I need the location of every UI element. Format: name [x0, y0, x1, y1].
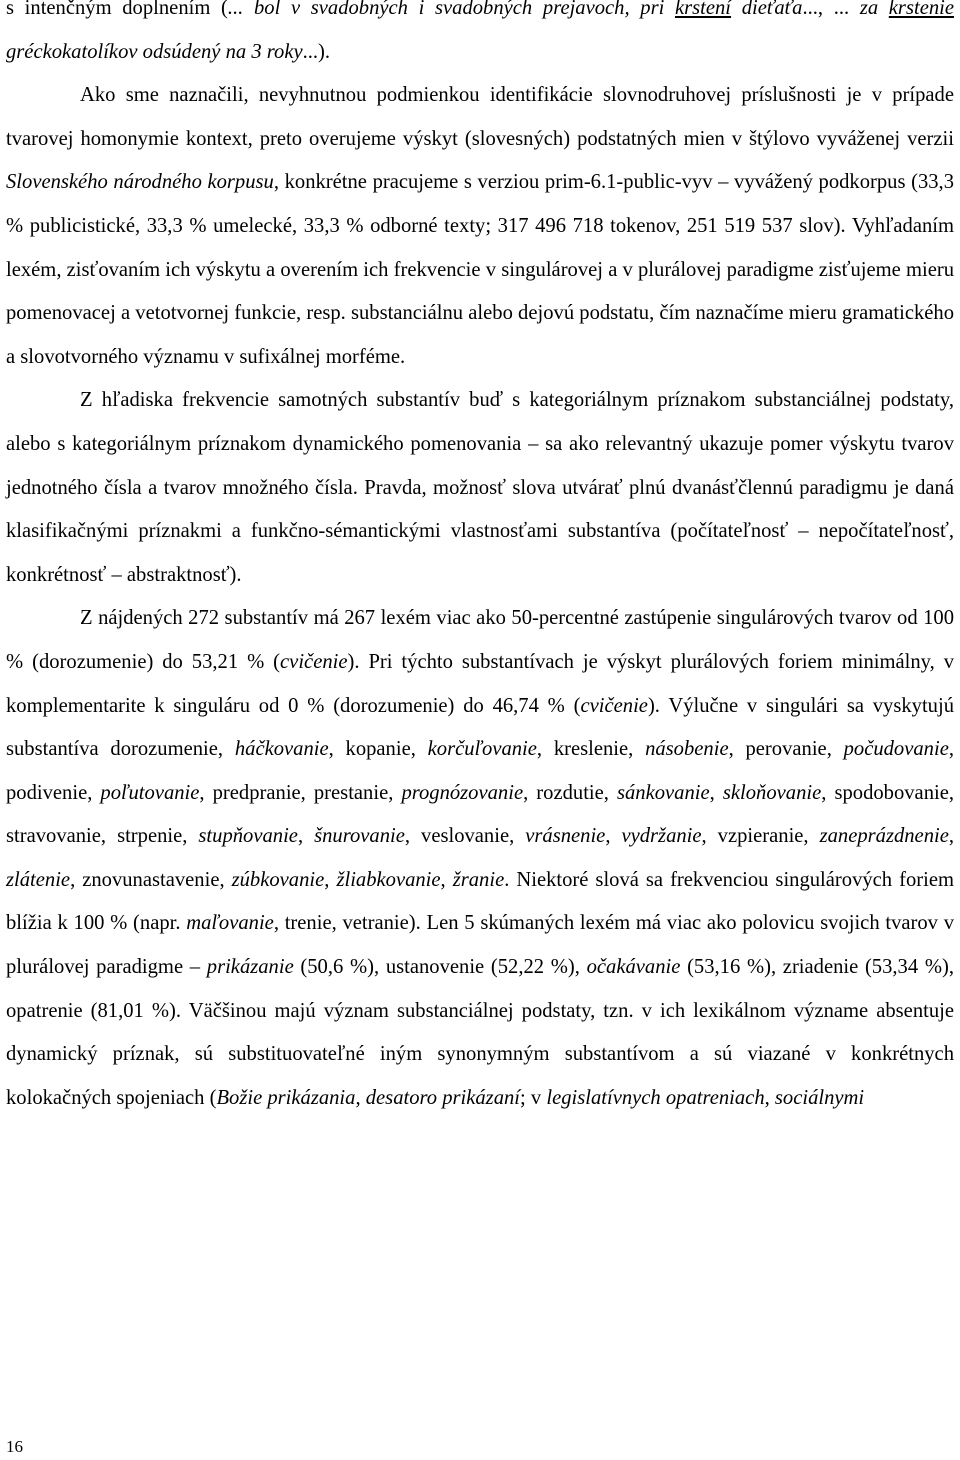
text-run: , [355, 1086, 366, 1109]
text-run: s intenčným doplnením ( [6, 0, 228, 19]
text-run: krstení [674, 0, 732, 19]
text-run: žliabkovanie [336, 868, 441, 891]
text-run: cvičenie [280, 650, 348, 673]
text-run: vrásnenie [525, 825, 606, 848]
text-run: , vzpieranie, [701, 825, 820, 848]
text-run: ; v [520, 1086, 547, 1109]
text-run: , [764, 1086, 775, 1109]
text-run: , kreslenie, [536, 738, 646, 761]
text-run: prognózovanie [401, 781, 524, 804]
text-run: korčuľovanie [427, 738, 537, 761]
text-run: krstenie [888, 0, 954, 19]
text-run: Slovenského národného korpusu [6, 171, 274, 194]
text-run: , konkrétne pracujeme s verziou prim-6.1-public-vyv – vyvážený podkorpus (33,3 % publicistické, 33,3 % umelecké, 33,3 % odborné texty; 317 496 718 tokenov, 251 519 537 slov). Vyhľadaním lexém, zisťovaním ich výskytu a overením ich frekvencie v singulárovej a v plurálovej paradigme zisťujeme mieru pomenovacej a vetotvornej funkcie, resp. substanciálnu alebo dejovú podstatu, čím naznačíme mieru gramatického a slovotvorného významu v sufixálnej morféme. [6, 171, 954, 368]
text-run: , spodobovanie, stravovanie, strpenie, [6, 781, 954, 848]
text-run: ...). [302, 40, 331, 63]
text-run: za [859, 0, 889, 19]
text-run: prikázanie [206, 956, 294, 979]
paragraph-1 [6, 0, 954, 74]
text-run: očakávanie [586, 956, 681, 979]
text-run: zúbkovanie [231, 868, 325, 891]
text-run: legislatívnych opatreniach [546, 1086, 765, 1109]
text-run: . Niektoré slová sa frekvenciou singulárových foriem blížia k 100 % (napr. [6, 868, 955, 935]
text-run: Ako sme naznačili, nevyhnutnou podmienkou identifikácie slovnodruhovej príslušnosti je v prípade tvarovej homonymie kontext, preto overujeme výskyt (slovesných) podstatných mien v štýlovo vyváženej verzii [6, 84, 954, 150]
text-run: (50,6 %), ustanovenie (52,22 %), [293, 956, 587, 979]
text-run: , [605, 825, 622, 848]
text-run: , podivenie, [6, 738, 954, 804]
text-run: ). Pri týchto substantívach je výskyt plurálových foriem minimálny, v komplementarite k singuláru od 0 % (dorozumenie) do 46,74 % ( [6, 650, 954, 717]
text-run: poľutovanie [100, 781, 200, 804]
text-run: (53,16 %), zriadenie (53,34 %), opatrenie (81,01 %). Väčšinou majú význam substanciálnej podstaty, tzn. v ich lexikálnom význame absentuje dynamický príznak, sú substituovateľné iným synonymným substantívom a sú viazané v konkrétnych kolokačných spojeniach ( [6, 956, 954, 1109]
text-run: zaneprázdnenie [819, 825, 949, 848]
text-run: , [948, 825, 955, 848]
text-run: ... bol v svadobných i svadobných prejavoch, pri [227, 0, 675, 19]
text-run: vydržanie [621, 825, 702, 848]
text-run: maľovanie [186, 912, 274, 935]
text-run: , [297, 825, 315, 848]
paragraph-3 [6, 379, 954, 597]
document-page [6, 0, 954, 1120]
text-run: zlátenie [6, 868, 71, 891]
text-run: šnurovanie [314, 825, 405, 848]
text-run: Z hľadiska frekvencie samotných substantív buď s kategoriálnym príznakom substanciálnej podstaty, alebo s kategoriálnym príznakom dynamického pomenovania – sa ako relevantný ukazuje pomer výskytu tvarov jednotného čísla a tvarov množného čísla. Pravda, možnosť slova utvárať plnú dvanásťčlennú paradigmu je daná klasifikačnými príznakmi a funkčno-sémantickými vlastnosťami substantíva (počítateľnosť – nepočítateľnosť, konkrétnosť – abstraktnosť). [6, 389, 954, 586]
text-run: , kopanie, [328, 738, 428, 761]
text-run: žranie [452, 868, 505, 891]
page-number: 16 [6, 1437, 23, 1456]
text-run: , veslovanie, [404, 825, 526, 848]
text-run: ..., ... [802, 0, 860, 19]
paragraph-2 [6, 74, 954, 379]
text-run: Z nájdených 272 substantív má 267 lexém viac ako 50-percentné zastúpenie singulárových tvarov od 100 % (dorozumenie) do 53,21 % ( [6, 607, 954, 673]
text-run: počudovanie [843, 738, 949, 761]
document-body [6, 0, 954, 1120]
text-run: , [440, 868, 453, 891]
text-run: dieťaťa [731, 0, 803, 19]
text-run: , rozdutie, [523, 781, 617, 804]
text-run: stupňovanie [198, 825, 298, 848]
text-run: skloňovanie [722, 781, 822, 804]
text-run: násobenie [645, 738, 729, 761]
text-run: háčkovanie [234, 738, 329, 761]
text-run: cvičenie [580, 694, 648, 717]
text-run: , trenie, vetranie). Len 5 skúmaných lexém má viac ako polovicu svojich tvarov v plurálovej paradigme – [6, 912, 955, 979]
text-run: , predpranie, prestanie, [199, 781, 402, 804]
text-run: Božie prikázania [216, 1086, 356, 1109]
text-run: , [709, 781, 723, 804]
text-run: sánkovanie [617, 781, 710, 804]
text-run: sociálnymi [774, 1086, 865, 1109]
text-run: , perovanie, [728, 738, 844, 761]
text-run: desatoro prikázaní [365, 1086, 521, 1109]
text-run: , [324, 868, 337, 891]
text-run: gréckokatolíkov odsúdený na 3 roky [6, 40, 303, 63]
text-run: , znovunastavenie, [70, 868, 232, 891]
text-run: ). Výlučne v singulári sa vyskytujú substantíva dorozumenie, [6, 694, 954, 761]
paragraph-4 [6, 597, 954, 1120]
